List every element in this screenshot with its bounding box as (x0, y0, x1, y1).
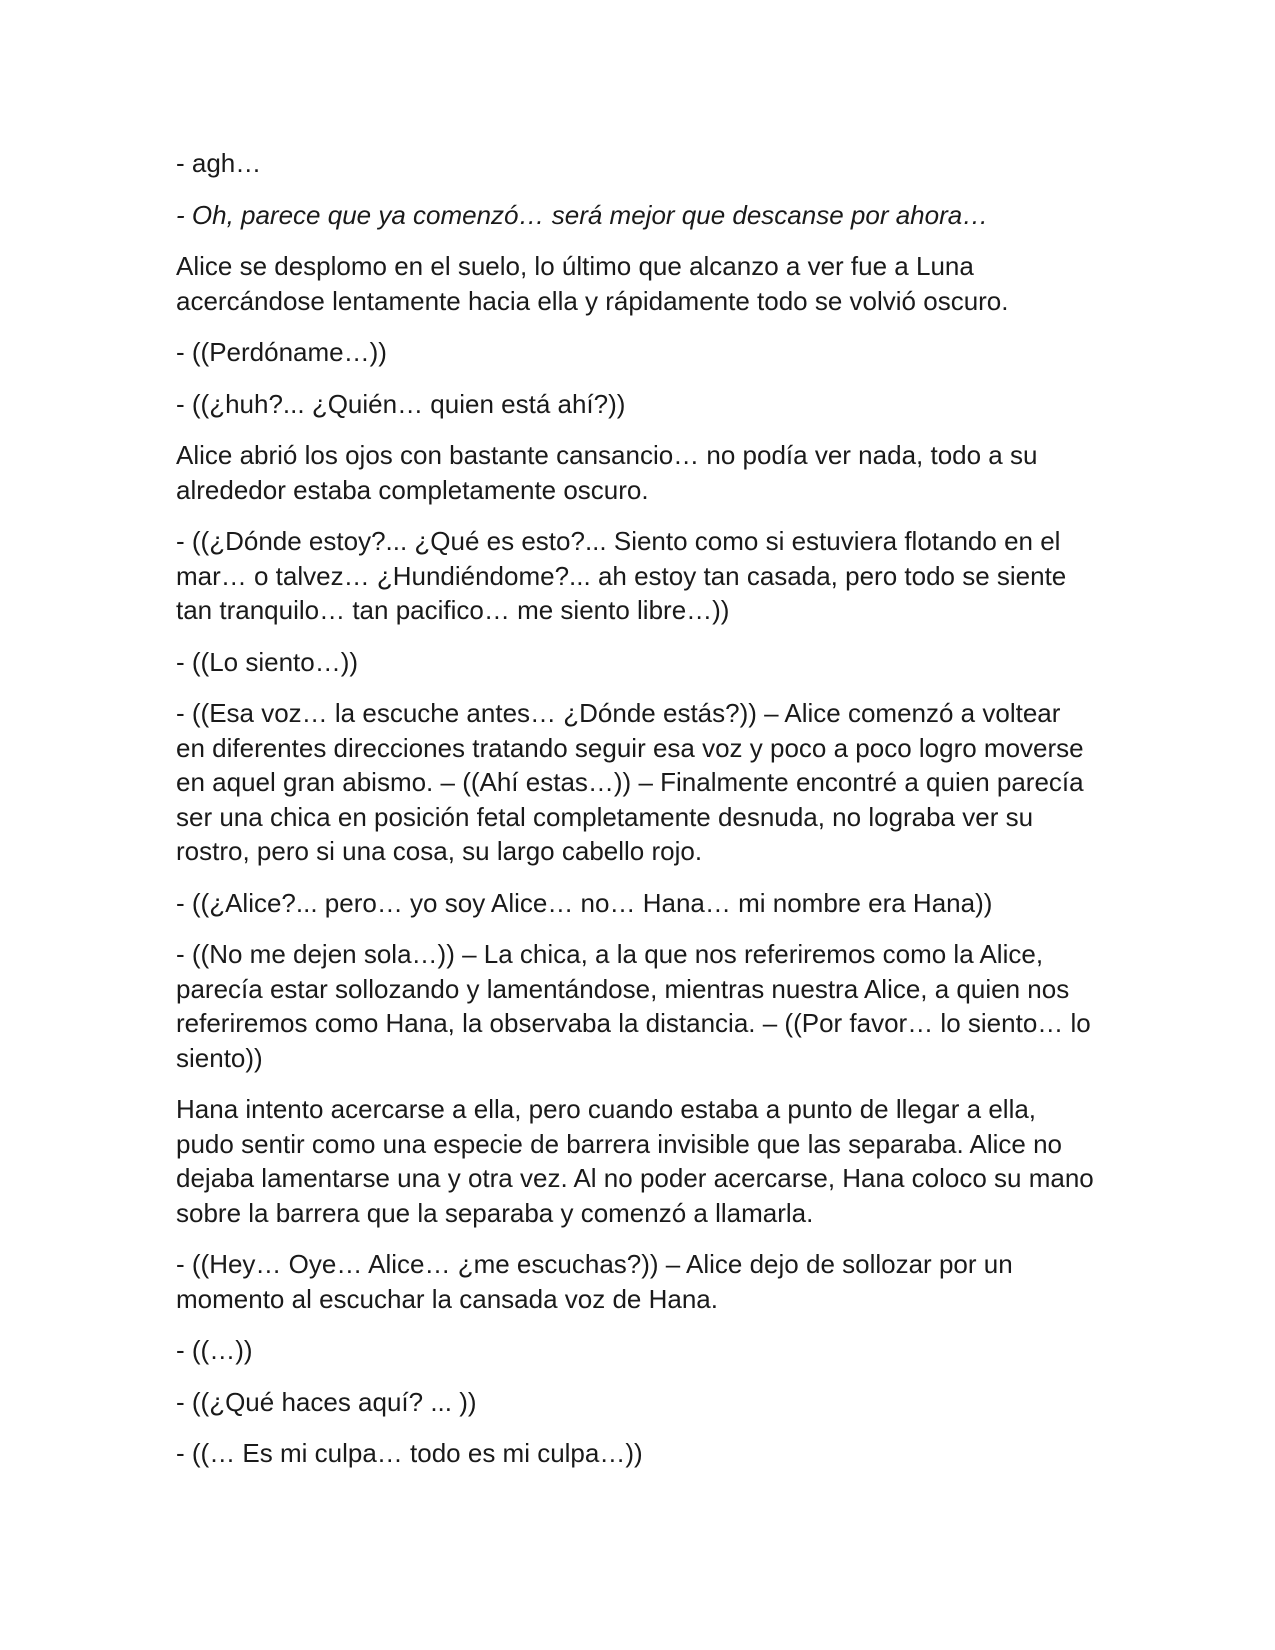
dialogue-line: - agh… (176, 148, 262, 178)
dialogue-line: - ((No me dejen sola…)) – La chica, a la que nos referiremos como la Alice, parecía estar sollozando y lamentándose, mientras nuestra Alice, a quien nos referiremos como Hana, la observaba la distancia. – ((Por favor… lo siento… lo siento)) (176, 939, 1091, 1073)
dialogue-line: - ((¿Dónde estoy?... ¿Qué es esto?... Siento como si estuviera flotando en el mar… o talvez… ¿Hundiéndome?... ah estoy tan casada, pero todo se siente tan tranquilo… tan pacifico… me siento libre…)) (176, 526, 1067, 625)
document-body (176, 146, 1096, 1488)
dialogue-line: - ((¿Qué haces aquí? ... )) (176, 1386, 477, 1417)
narrative-paragraph: Hana intento acercarse a ella, pero cuando estaba a punto de llegar a ella, pudo sentir como una especie de barrera invisible que las separaba. Alice no dejaba lamentarse una y otra vez. Al no poder acercarse, Hana coloco su mano sobre la barrera que la separaba y comenzó a llamarla. (176, 1094, 1094, 1228)
narrative-paragraph: Alice abrió los ojos con bastante cansancio… no podía ver nada, todo a su alrededor estaba completamente oscuro. (176, 440, 1038, 505)
dialogue-line: - Oh, parece que ya comenzó… será mejor que descanse por ahora… (176, 199, 989, 230)
dialogue-line: - ((Esa voz… la escuche antes… ¿Dónde estás?)) – Alice comenzó a voltear en diferentes direcciones tratando seguir esa voz y poco a poco logro moverse en aquel gran abismo. – ((Ahí estas…)) – Finalmente encontré a quien parecía ser una chica en posición fetal completamente desnuda, no lograba ver su rostro, pero si una cosa, su largo cabello rojo. (176, 698, 1084, 866)
dialogue-line: - ((…)) (176, 1335, 253, 1365)
dialogue-line: - ((Perdóname…)) (176, 337, 387, 367)
dialogue-line: - ((… Es mi culpa… todo es mi culpa…)) (176, 1438, 643, 1468)
dialogue-line: - ((¿Alice?... pero… yo soy Alice… no… Hana… mi nombre era Hana)) (176, 887, 993, 918)
narrative-paragraph: Alice se desplomo en el suelo, lo último que alcanzo a ver fue a Luna acercándose lentamente hacia ella y rápidamente todo se volvió oscuro. (176, 251, 1009, 316)
dialogue-line: - ((Lo siento…)) (176, 646, 359, 677)
dialogue-line: - ((Hey… Oye… Alice… ¿me escuchas?)) – Alice dejo de sollozar por un momento al escuchar la cansada voz de Hana. (176, 1249, 1013, 1314)
dialogue-line: - ((¿huh?... ¿Quién… quien está ahí?)) (176, 388, 626, 419)
